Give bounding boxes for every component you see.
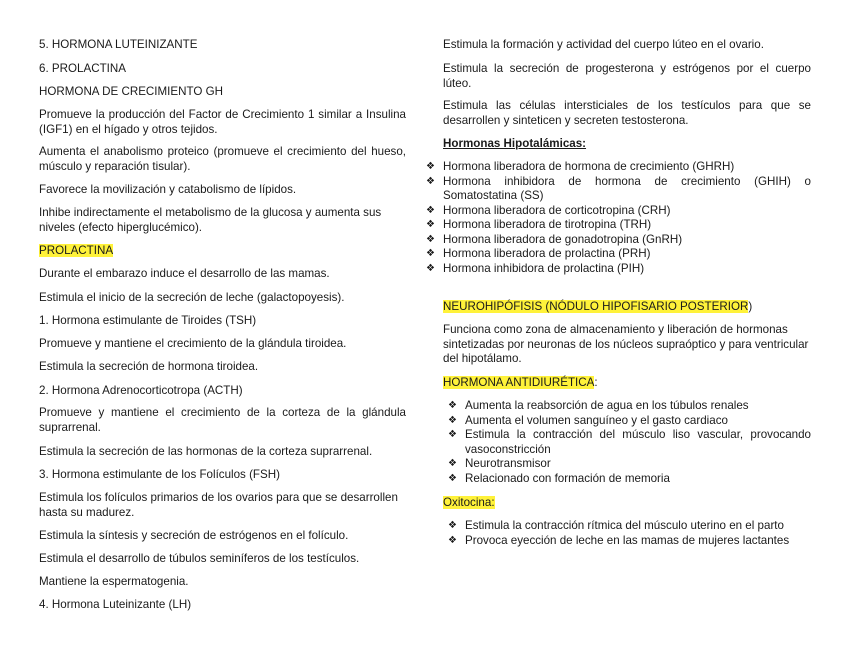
list-item: ❖ Provoca eyección de leche en las mamas de mujeres lactantes — [443, 534, 811, 549]
paragraph: Promueve y mantiene el crecimiento de la glándula tiroidea. — [39, 337, 347, 350]
highlighted-heading: PROLACTINA — [39, 244, 114, 257]
oxitocina-title: Oxitocina: — [443, 496, 495, 509]
heading-lh-5: 5. HORMONA LUTEINIZANTE — [39, 38, 198, 51]
list-item: ❖ Hormona liberadora de gonadotropina (GnRH) — [443, 233, 811, 248]
paragraph: Estimula la síntesis y secreción de estrógenos en el folículo. — [39, 529, 349, 542]
list-item: ❖ Relacionado con formación de memoria — [443, 472, 811, 487]
oxitocina-list — [443, 519, 811, 548]
heading-prolactina — [39, 244, 406, 259]
heading-acth: 2. Hormona Adrenocorticotropa (ACTH) — [39, 384, 243, 397]
paragraph: Estimula los folículos primarios de los ovarios para que se desarrollen hasta su madurez. — [39, 491, 398, 519]
neurohipofisis-heading — [443, 300, 811, 315]
list-item: ❖ Neurotransmisor — [443, 457, 811, 472]
paragraph: Estimula la secreción de progesterona y estrógenos por el cuerpo lúteo. — [443, 62, 811, 90]
heading-gh: HORMONA DE CRECIMIENTO GH — [39, 85, 224, 98]
adh-title: HORMONA ANTIDIURÉTICA — [443, 376, 595, 389]
neurohipofisis-close: ) — [748, 300, 753, 313]
oxitocina-heading — [443, 496, 811, 511]
adh-list — [443, 399, 811, 486]
paragraph: Estimula el inicio de la secreción de leche (galactopoyesis). — [39, 291, 345, 304]
heading-prolactina-6: 6. PROLACTINA — [39, 62, 126, 75]
paragraph: Mantiene la espermatogenia. — [39, 575, 189, 588]
list-item: ❖ Aumenta el volumen sanguíneo y el gasto cardiaco — [443, 414, 811, 429]
list-item: ❖ Hormona liberadora de prolactina (PRH) — [443, 247, 811, 262]
paragraph: Inhibe indirectamente el metabolismo de la glucosa y aumenta sus niveles (efecto hiperglucémico). — [39, 206, 382, 234]
list-item: ❖ Hormona inhibidora de prolactina (PIH) — [443, 262, 811, 277]
paragraph: Funciona como zona de almacenamiento y liberación de hormonas sintetizadas por neuronas de los núcleos supraóptico y para ventricular del hipotálamo. — [443, 323, 809, 365]
paragraph: Estimula las células intersticiales de los testículos para que se desarrollen y sinteticen y secreten testosterona. — [443, 99, 811, 127]
paragraph: Promueve y mantiene el crecimiento de la corteza de la glándula suprarrenal. — [39, 406, 406, 434]
heading-fsh: 3. Hormona estimulante de los Folículos (FSH) — [39, 468, 280, 481]
adh-colon: : — [594, 376, 598, 389]
list-item: ❖ Hormona liberadora de hormona de crecimiento (GHRH) — [443, 160, 811, 175]
adh-heading — [443, 376, 811, 391]
paragraph: Estimula la formación y actividad del cuerpo lúteo en el ovario. — [443, 38, 764, 51]
list-item: ❖ Estimula la contracción del músculo liso vascular, provocando vasoconstricción — [443, 428, 811, 457]
list-item: ❖ Hormona liberadora de tirotropina (TRH) — [443, 218, 811, 233]
paragraph: Favorece la movilización y catabolismo de lípidos. — [39, 183, 297, 196]
list-item: ❖ Hormona inhibidora de hormona de crecimiento (GHIH) o Somatostatina (SS) — [443, 175, 811, 204]
paragraph: Estimula el desarrollo de túbulos seminíferos de los testículos. — [39, 552, 360, 565]
hypothalamic-heading — [443, 137, 811, 152]
neurohipofisis-title: NEUROHIPÓFISIS (NÓDULO HIPOFISARIO POSTERIOR — [443, 300, 749, 313]
list-item: ❖ Hormona liberadora de corticotropina (CRH) — [443, 204, 811, 219]
list-item: ❖ Estimula la contracción rítmica del músculo uterino en el parto — [443, 519, 811, 534]
heading-tsh: 1. Hormona estimulante de Tiroides (TSH) — [39, 314, 257, 327]
heading-lh-4: 4. Hormona Luteinizante (LH) — [39, 598, 192, 611]
paragraph: Durante el embarazo induce el desarrollo de las mamas. — [39, 267, 330, 280]
paragraph: Estimula la secreción de las hormonas de la corteza suprarrenal. — [39, 445, 373, 458]
paragraph: Promueve la producción del Factor de Crecimiento 1 similar a Insulina (IGF1) en el hígado y otros tejidos. — [39, 108, 406, 136]
list-item: ❖ Aumenta la reabsorción de agua en los túbulos renales — [443, 399, 811, 414]
paragraph: Aumenta el anabolismo proteico (promueve el crecimiento del hueso, músculo y reparación tisular). — [39, 145, 406, 173]
paragraph: Estimula la secreción de hormona tiroidea. — [39, 360, 259, 373]
hypothalamic-title: Hormonas Hipotalámicas: — [443, 137, 587, 150]
hypothalamic-list — [443, 160, 811, 276]
